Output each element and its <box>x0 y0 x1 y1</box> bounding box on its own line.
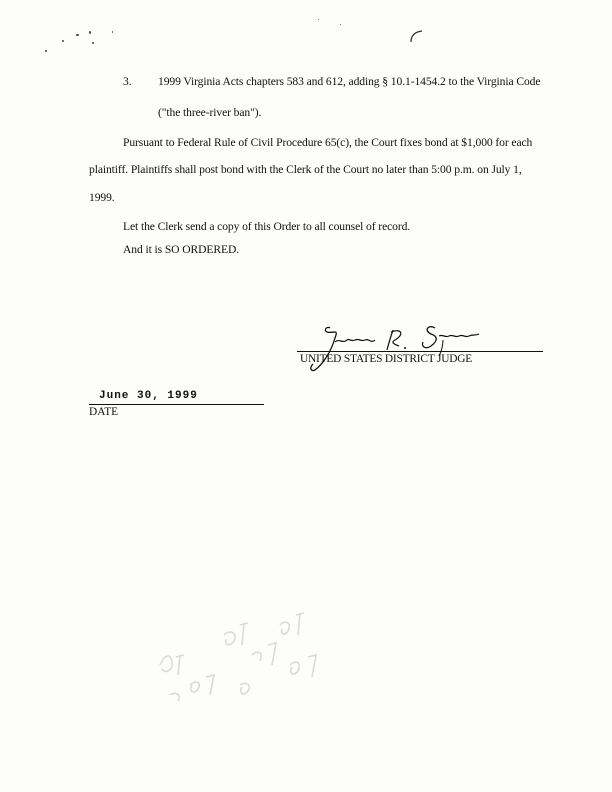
clerk-paragraph: Let the Clerk send a copy of this Order to all counsel of record. <box>123 220 411 233</box>
scan-speck <box>45 50 47 52</box>
bond-paragraph-line3: 1999. <box>89 191 115 204</box>
item-text-line2: ("the three-river ban"). <box>158 106 262 119</box>
so-ordered-paragraph: And it is SO ORDERED. <box>123 243 240 256</box>
judge-signature <box>305 320 485 375</box>
bond-paragraph-line2: plaintiff. Plaintiffs shall post bond with the Clerk of the Court no later than 5:00 p.m. on July 1, <box>89 163 522 176</box>
item-number: 3. <box>123 75 132 88</box>
scan-speck <box>62 40 64 42</box>
scan-speck <box>92 42 94 44</box>
scan-speck <box>89 31 91 34</box>
judge-title: UNITED STATES DISTRICT JUDGE <box>300 353 473 365</box>
date-value: June 30, 1999 <box>99 390 198 402</box>
scan-speck <box>112 31 113 33</box>
scan-speck <box>76 34 79 36</box>
item-text-line1: 1999 Virginia Acts chapters 583 and 612, adding § 10.1-1454.2 to the Virginia Code <box>158 75 541 88</box>
faint-filing-stamp <box>140 595 340 715</box>
scan-speck <box>340 24 341 25</box>
scan-speck <box>318 19 319 20</box>
bond-paragraph-line1: Pursuant to Federal Rule of Civil Procedure 65(c), the Court fixes bond at $1,000 for each <box>123 136 533 149</box>
scan-mark <box>407 28 425 44</box>
date-label: DATE <box>89 406 119 418</box>
